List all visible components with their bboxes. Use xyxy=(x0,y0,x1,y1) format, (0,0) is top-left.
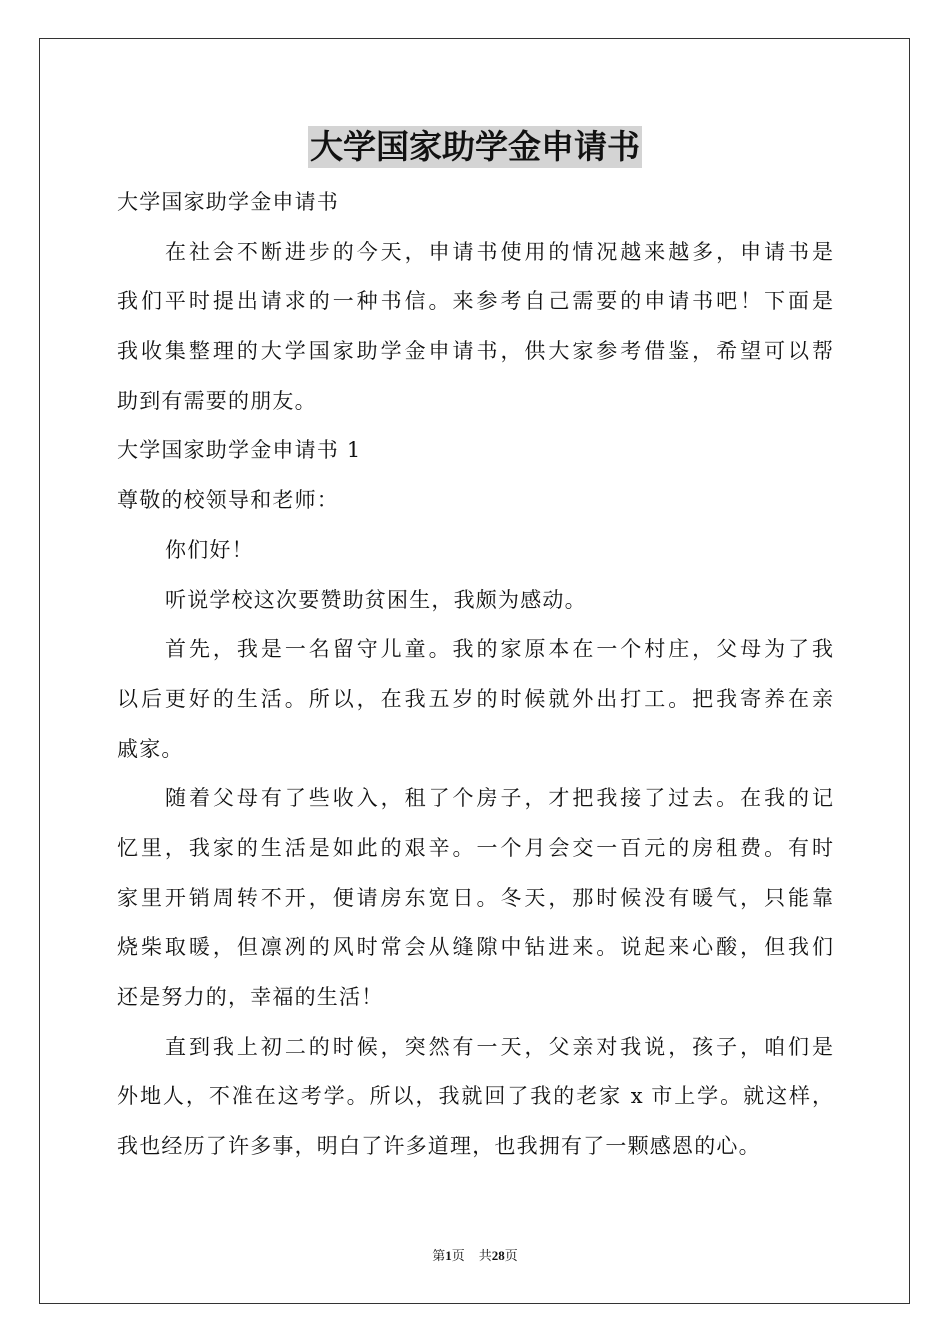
paragraph-line: 直到我上初二的时候，突然有一天，父亲对我说，孩子，咱们是 xyxy=(165,1034,833,1059)
document-title: 大学国家助学金申请书 xyxy=(310,127,640,166)
paragraph-line: 家里开销周转不开，便请房东宽日。冬天，那时候没有暖气，只能靠 xyxy=(117,885,833,910)
paragraph-line: 还是努力的，幸福的生活！ xyxy=(117,985,384,1009)
document-body xyxy=(117,178,833,1172)
paragraph-line: 烧柴取暖，但凛冽的风时常会从缝隙中钻进来。说起来心酸，但我们 xyxy=(117,935,833,960)
paragraph-line: 忆里，我家的生活是如此的艰辛。一个月会交一百元的房租费。有时 xyxy=(117,835,833,860)
total-pages: 28 xyxy=(491,1248,505,1263)
paragraph-line: 首先，我是一名留守儿童。我的家原本在一个村庄，父母为了我 xyxy=(165,637,833,662)
page-number: 1 xyxy=(445,1248,452,1263)
salutation: 尊敬的校领导和老师： xyxy=(117,488,339,513)
paragraph-line: 戚家。 xyxy=(117,736,184,761)
section-heading: 大学国家助学金申请书 1 xyxy=(117,438,362,463)
page-suffix: 页 xyxy=(451,1248,465,1263)
paragraph-line: 助到有需要的朋友。 xyxy=(117,388,317,413)
subtitle-line: 大学国家助学金申请书 xyxy=(117,190,339,214)
page-prefix: 第 xyxy=(432,1248,446,1263)
paragraph-line: 我收集整理的大学国家助学金申请书，供大家参考借鉴，希望可以帮 xyxy=(117,339,833,364)
paragraph-line: 外地人，不准在这考学。所以，我就回了我的老家 x 市上学。就这样， xyxy=(117,1084,833,1109)
greeting: 你们好！ xyxy=(165,537,254,562)
page-footer xyxy=(0,1246,950,1266)
paragraph-line: 随着父母有了些收入，租了个房子，才把我接了过去。在我的记 xyxy=(165,786,833,811)
title-container xyxy=(0,126,950,168)
total-suffix: 页 xyxy=(504,1248,518,1263)
paragraph-line: 我也经历了许多事，明白了许多道理，也我拥有了一颗感恩的心。 xyxy=(117,1134,761,1159)
total-prefix: 共 xyxy=(478,1248,492,1263)
paragraph-line: 我们平时提出请求的一种书信。来参考自己需要的申请书吧！下面是 xyxy=(117,289,833,314)
paragraph-line: 听说学校这次要赞助贫困生，我颇为感动。 xyxy=(165,587,587,612)
paragraph-line: 在社会不断进步的今天，申请书使用的情况越来越多，申请书是 xyxy=(165,239,833,264)
paragraph-line: 以后更好的生活。所以，在我五岁的时候就外出打工。把我寄养在亲 xyxy=(117,686,833,711)
